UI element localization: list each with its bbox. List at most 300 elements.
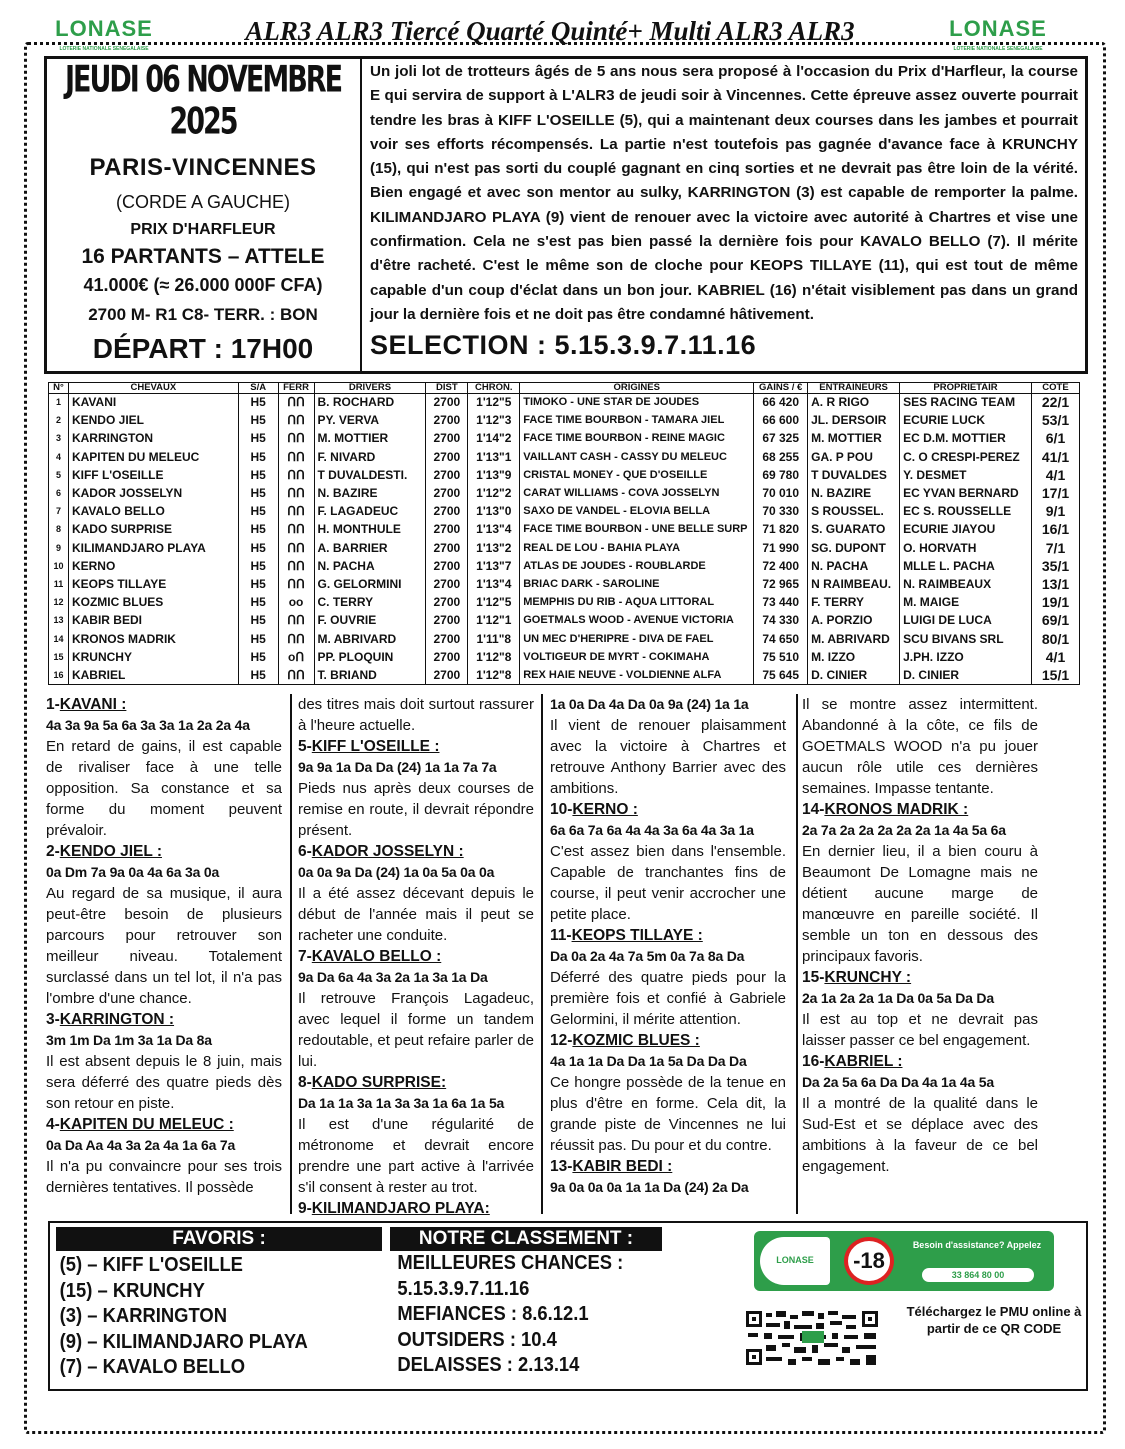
- shoeing: ᑎᑎ: [278, 521, 314, 539]
- responsible-gaming-banner: [754, 1231, 1054, 1291]
- horse-name: KAVALO BELLO: [68, 503, 238, 521]
- sex-age: H5: [238, 484, 278, 502]
- distance: 2700: [426, 394, 468, 412]
- comment-text: Il retrouve François Lagadeuc, avec lequel il forme un tandem redoutable, et peut refaire parler de lui.: [298, 990, 534, 1070]
- favoris-block: [56, 1227, 382, 1385]
- lonase-responsible-logo: LONASE: [760, 1237, 830, 1285]
- classement-line: MEFIANCES : 8.6.12.1: [397, 1303, 589, 1325]
- comment-number: 8-: [298, 1074, 312, 1091]
- shoeing: ᑎᑎ: [278, 630, 314, 648]
- table-row: [49, 521, 1080, 539]
- column-header: PROPRIETAIR: [900, 383, 1032, 394]
- origins: VOLTIGEUR DE MYRT - COKIMAHA: [520, 648, 754, 666]
- column-header: N°: [49, 383, 69, 394]
- qr-code-icon[interactable]: [744, 1309, 880, 1367]
- summary-box: [48, 1221, 1088, 1391]
- runner-number: 4: [49, 448, 69, 466]
- chrono: 1'11"8: [468, 630, 520, 648]
- horse-name: KERNO: [68, 557, 238, 575]
- comment-form-line: 0a Da Aa 4a 3a 2a 4a 1a 6a 7a: [46, 1137, 236, 1153]
- table-body: [49, 394, 1080, 685]
- runner-number: 11: [49, 575, 69, 593]
- driver: T. BRIAND: [314, 666, 426, 684]
- runner-number: 8: [49, 521, 69, 539]
- chrono: 1'12"2: [468, 484, 520, 502]
- column-header: ENTRAINEURS: [808, 383, 900, 394]
- shoeing: ᑎᑎ: [278, 430, 314, 448]
- shoeing: ᑎᑎ: [278, 666, 314, 684]
- help-phone: 33 864 80 00: [922, 1268, 1034, 1282]
- driver: PY. VERVA: [314, 412, 426, 430]
- comment-horse-name: KAPITEN DU MELEUC :: [59, 1116, 234, 1133]
- origins: GOETMALS WOOD - AVENUE VICTORIA: [520, 612, 754, 630]
- chrono: 1'13"2: [468, 539, 520, 557]
- earnings: 67 325: [754, 430, 808, 448]
- driver: M. ABRIVARD: [314, 630, 426, 648]
- column-header: CHRON.: [468, 383, 520, 394]
- odds: 35/1: [1032, 557, 1080, 575]
- race-partants: 16 PARTANTS – ATTELE: [81, 245, 325, 268]
- earnings: 68 255: [754, 448, 808, 466]
- classement-list: [390, 1251, 662, 1379]
- distance: 2700: [426, 575, 468, 593]
- comment-horse-name: KAVALO BELLO :: [311, 948, 442, 965]
- runner-number: 1: [49, 394, 69, 412]
- origins: REAL DE LOU - BAHIA PLAYA: [520, 539, 754, 557]
- table-row: [49, 503, 1080, 521]
- odds: 7/1: [1032, 539, 1080, 557]
- comment-form-line: Da 0a 2a 4a 7a 5m 0a 7a 8a Da: [550, 948, 745, 964]
- origins: CRISTAL MONEY - QUE D'OSEILLE: [520, 466, 754, 484]
- driver: H. MONTHULE: [314, 521, 426, 539]
- sex-age: H5: [238, 466, 278, 484]
- table-row: [49, 666, 1080, 684]
- horse-name: KAVANI: [68, 394, 238, 412]
- table-row: [49, 557, 1080, 575]
- race-distance: 2700 M- R1 C8- TERR. : BON: [88, 305, 318, 324]
- horse-name: KEOPS TILLAYE: [68, 575, 238, 593]
- sex-age: H5: [238, 648, 278, 666]
- origins: FACE TIME BOURBON - TAMARA JIEL: [520, 412, 754, 430]
- race-venue: PARIS-VINCENNES: [89, 154, 317, 181]
- column-header: DRIVERS: [314, 383, 426, 394]
- horse-name: KADOR JOSSELYN: [68, 484, 238, 502]
- table-row: [49, 594, 1080, 612]
- trainer: M. IZZO: [808, 648, 900, 666]
- owner: MLLE L. PACHA: [900, 557, 1032, 575]
- comment-horse-name: KABIR BEDI :: [572, 1158, 673, 1175]
- lonase-logo-left: LONASE LOTERIE NATIONALE SENEGALAISE: [55, 16, 153, 52]
- comment-horse-name: KADOR JOSSELYN :: [311, 843, 464, 860]
- odds: 41/1: [1032, 448, 1080, 466]
- distance: 2700: [426, 539, 468, 557]
- lonase-logo-right: LONASE LOTERIE NATIONALE SENEGALAISE: [949, 16, 1047, 52]
- comment-number: 3-: [46, 1011, 60, 1028]
- comment-text: Déferré des quatre pieds pour la première fois et confié à Gabriele Gelormini, il mérite attention.: [550, 969, 786, 1028]
- earnings: 71 990: [754, 539, 808, 557]
- driver: A. BARRIER: [314, 539, 426, 557]
- table-row: [49, 648, 1080, 666]
- distance: 2700: [426, 430, 468, 448]
- odds: 53/1: [1032, 412, 1080, 430]
- runner-number: 7: [49, 503, 69, 521]
- classement-line: MEILLEURES CHANCES :: [397, 1252, 624, 1274]
- comment-text: Il est au top et ne devrait pas laisser passer ce bel engagement.: [802, 1011, 1038, 1049]
- comment-horse-name: KAVANI :: [59, 696, 127, 713]
- sex-age: H5: [238, 539, 278, 557]
- column-header: CHEVAUX: [68, 383, 238, 394]
- comment-heading: [550, 1030, 786, 1051]
- origins: FACE TIME BOURBON - REINE MAGIC: [520, 430, 754, 448]
- comment-form-line: 0a 0a 9a Da (24) 1a 0a 5a 0a 0a: [298, 864, 495, 880]
- owner: ECURIE LUCK: [900, 412, 1032, 430]
- earnings: 70 330: [754, 503, 808, 521]
- comment-text: Il se montre assez intermittent. Abandonné à la côte, ce fils de GOETMALS WOOD n'a pu jouer aucun rôle utile ces dernières semaines. Impasse tentante.: [802, 696, 1038, 797]
- comment-number: 9-: [298, 1200, 312, 1217]
- comment-horse-name: KRONOS MADRIK :: [824, 801, 969, 818]
- horse-name: KRONOS MADRIK: [68, 630, 238, 648]
- comment-number: 4-: [46, 1116, 60, 1133]
- comment-number: 11-: [550, 927, 572, 944]
- distance: 2700: [426, 612, 468, 630]
- comment-form-line: 0a Dm 7a 9a 0a 4a 6a 3a 0a: [46, 864, 220, 880]
- odds: 16/1: [1032, 521, 1080, 539]
- table-row: [49, 575, 1080, 593]
- comment-number: 12-: [550, 1032, 573, 1049]
- driver: C. TERRY: [314, 594, 426, 612]
- race-details: [46, 58, 362, 372]
- trainer: A. PORZIO: [808, 612, 900, 630]
- column-header: S/A: [238, 383, 278, 394]
- sex-age: H5: [238, 412, 278, 430]
- horse-name: KOZMIC BLUES: [68, 594, 238, 612]
- driver: F. OUVRIE: [314, 612, 426, 630]
- odds: 4/1: [1032, 466, 1080, 484]
- earnings: 73 440: [754, 594, 808, 612]
- distance: 2700: [426, 503, 468, 521]
- driver: M. MOTTIER: [314, 430, 426, 448]
- shoeing: ᑎᑎ: [278, 466, 314, 484]
- odds: 9/1: [1032, 503, 1080, 521]
- table-header: [49, 383, 1080, 394]
- comments-section: [44, 694, 1084, 1217]
- odds: 69/1: [1032, 612, 1080, 630]
- chrono: 1'13"9: [468, 466, 520, 484]
- comment-form-line: 4a 3a 9a 5a 6a 3a 3a 1a 2a 2a 4a: [46, 717, 250, 733]
- sex-age: H5: [238, 575, 278, 593]
- runner-number: 15: [49, 648, 69, 666]
- horse-name: KADO SURPRISE: [68, 521, 238, 539]
- owner: SES RACING TEAM: [900, 394, 1032, 412]
- trainer: M. ABRIVARD: [808, 630, 900, 648]
- origins: FACE TIME BOURBON - UNE BELLE SURP: [520, 521, 754, 539]
- column-header: DIST: [426, 383, 468, 394]
- odds: 4/1: [1032, 648, 1080, 666]
- horse-name: KABIR BEDI: [68, 612, 238, 630]
- owner: EC YVAN BERNARD: [900, 484, 1032, 502]
- sex-age: H5: [238, 521, 278, 539]
- comment-heading: [298, 946, 534, 967]
- distance: 2700: [426, 648, 468, 666]
- comment-heading: [298, 1072, 534, 1093]
- sex-age: H5: [238, 612, 278, 630]
- distance: 2700: [426, 630, 468, 648]
- horse-name: KABRIEL: [68, 666, 238, 684]
- comment-text: des titres mais doit surtout rassurer à l'heure actuelle.: [298, 696, 534, 734]
- sex-age: H5: [238, 630, 278, 648]
- comment-number: 1-: [46, 696, 60, 713]
- shoeing: ᑎᑎ: [278, 503, 314, 521]
- earnings: 74 650: [754, 630, 808, 648]
- comment-form-line: 2a 7a 2a 2a 2a 2a 2a 1a 4a 5a 6a: [802, 822, 1006, 838]
- earnings: 72 965: [754, 575, 808, 593]
- table-row: [49, 430, 1080, 448]
- runner-number: 5: [49, 466, 69, 484]
- comment-form-line: 4a 1a 1a Da Da 1a 5a Da Da Da: [550, 1053, 747, 1069]
- comment-heading: [802, 967, 1038, 988]
- chrono: 1'12"3: [468, 412, 520, 430]
- comment-form-line: 9a 0a 0a 0a 1a 1a Da (24) 2a Da: [550, 1179, 749, 1195]
- distance: 2700: [426, 594, 468, 612]
- table-row: [49, 394, 1080, 412]
- comment-number: 6-: [298, 843, 312, 860]
- sex-age: H5: [238, 594, 278, 612]
- chrono: 1'13"0: [468, 503, 520, 521]
- column-header: FERR: [278, 383, 314, 394]
- comment-number: 5-: [298, 738, 312, 755]
- horse-name: KENDO JIEL: [68, 412, 238, 430]
- runner-number: 9: [49, 539, 69, 557]
- comment-number: 13-: [550, 1158, 573, 1175]
- comment-number: 7-: [298, 948, 312, 965]
- comment-form-line: 2a 1a 2a 2a 1a Da 0a 5a Da Da: [802, 990, 994, 1006]
- earnings: 66 420: [754, 394, 808, 412]
- classement-line: OUTSIDERS : 10.4: [397, 1328, 557, 1351]
- comments-column-3: [550, 694, 786, 1220]
- column-divider: [796, 694, 798, 1214]
- chrono: 1'14"2: [468, 430, 520, 448]
- trainer: SG. DUPONT: [808, 539, 900, 557]
- earnings: 72 400: [754, 557, 808, 575]
- trainer: M. MOTTIER: [808, 430, 900, 448]
- horse-name: KAPITEN DU MELEUC: [68, 448, 238, 466]
- owner: D. CINIER: [900, 666, 1032, 684]
- distance: 2700: [426, 666, 468, 684]
- chrono: 1'13"4: [468, 521, 520, 539]
- comment-horse-name: KRUNCHY :: [824, 969, 912, 986]
- sex-age: H5: [238, 503, 278, 521]
- runner-number: 10: [49, 557, 69, 575]
- comment-form-line: 6a 6a 7a 6a 4a 4a 3a 6a 4a 3a 1a: [550, 822, 754, 838]
- runner-number: 13: [49, 612, 69, 630]
- owner: J.PH. IZZO: [900, 648, 1032, 666]
- earnings: 66 600: [754, 412, 808, 430]
- comment-horse-name: KIFF L'OSEILLE :: [311, 738, 440, 755]
- comments-column-1: [46, 694, 282, 1220]
- owner: C. O CRESPI-PEREZ: [900, 448, 1032, 466]
- earnings: 75 645: [754, 666, 808, 684]
- shoeing: ᑎᑎ: [278, 412, 314, 430]
- comment-number: 16-: [802, 1053, 825, 1070]
- sex-age: H5: [238, 430, 278, 448]
- trainer: T DUVALDES: [808, 466, 900, 484]
- under-18-icon: -18: [844, 1237, 894, 1285]
- table-row: [49, 484, 1080, 502]
- comment-horse-name: KERNO :: [572, 801, 638, 818]
- column-header: COTE: [1032, 383, 1080, 394]
- owner: ECURIE JIAYOU: [900, 521, 1032, 539]
- comment-text: Il vient de renouer plaisamment avec la victoire à Chartres et retrouve Anthony Barrier avec des ambitions.: [550, 717, 786, 797]
- race-prix: PRIX D'HARFLEUR: [130, 221, 276, 238]
- comment-form-line: Da 2a 5a 6a Da Da 4a 1a 4a 5a: [802, 1074, 994, 1090]
- comment-text: Il est d'une régularité de métronome et devrait encore prendre une part active à l'arrivée s'il consent à rester au trot.: [298, 1116, 534, 1196]
- shoeing: ᑎᑎ: [278, 539, 314, 557]
- trainer: S ROUSSEL.: [808, 503, 900, 521]
- distance: 2700: [426, 484, 468, 502]
- earnings: 70 010: [754, 484, 808, 502]
- distance: 2700: [426, 557, 468, 575]
- chrono: 1'12"8: [468, 666, 520, 684]
- chrono: 1'12"1: [468, 612, 520, 630]
- earnings: 69 780: [754, 466, 808, 484]
- chrono: 1'13"7: [468, 557, 520, 575]
- runner-number: 14: [49, 630, 69, 648]
- driver: T DUVALDESTI.: [314, 466, 426, 484]
- driver: F. LAGADEUC: [314, 503, 426, 521]
- comment-heading: [46, 1009, 282, 1030]
- help-text: Besoin d'assistance? Appelez: [912, 1240, 1042, 1250]
- comments-column-2: [298, 694, 534, 1220]
- driver: G. GELORMINI: [314, 575, 426, 593]
- comment-heading: [550, 799, 786, 820]
- comment-heading: [802, 799, 1038, 820]
- race-prize: 41.000€ (≈ 26.000 000F CFA): [83, 275, 323, 295]
- shoeing: ᑎᑎ: [278, 557, 314, 575]
- comment-horse-name: KARRINGTON :: [59, 1011, 175, 1028]
- bet-types-banner: ALR3 ALR3 Tiercé Quarté Quinté+ Multi ALR3 ALR3: [245, 16, 855, 46]
- driver: N. BAZIRE: [314, 484, 426, 502]
- trainer: F. TERRY: [808, 594, 900, 612]
- comment-heading: [46, 841, 282, 862]
- shoeing: ᑎᑎ: [278, 612, 314, 630]
- favori-item: (5) – KIFF L'OSEILLE: [59, 1254, 243, 1276]
- owner: SCU BIVANS SRL: [900, 630, 1032, 648]
- origins: UN MEC D'HERIPRE - DIVA DE FAEL: [520, 630, 754, 648]
- favori-item: (3) – KARRINGTON: [59, 1305, 228, 1327]
- distance: 2700: [426, 521, 468, 539]
- comment-text: Il n'a pu convaincre pour ses trois dernières tentatives. Il possède: [46, 1158, 282, 1196]
- runner-number: 16: [49, 666, 69, 684]
- earnings: 71 820: [754, 521, 808, 539]
- trainer: JL. DERSOIR: [808, 412, 900, 430]
- owner: EC D.M. MOTTIER: [900, 430, 1032, 448]
- comment-form-line: 9a 9a 1a Da Da (24) 1a 1a 7a 7a: [298, 759, 497, 775]
- classement-line: DELAISSES : 2.13.14: [397, 1354, 580, 1376]
- runner-number: 12: [49, 594, 69, 612]
- shoeing: ᑎᑎ: [278, 484, 314, 502]
- origins: TIMOKO - UNE STAR DE JOUDES: [520, 394, 754, 412]
- owner: EC S. ROUSSELLE: [900, 503, 1032, 521]
- comment-text: En dernier lieu, il a bien couru à Beaumont De Lomagne mais ne détient aucune marge de manœuvre en pareille société. Il semble un ton en dessous des principaux favoris.: [802, 843, 1038, 965]
- column-header: ORIGINES: [520, 383, 754, 394]
- runner-number: 2: [49, 412, 69, 430]
- comment-horse-name: KABRIEL :: [824, 1053, 903, 1070]
- favoris-title: FAVORIS :: [56, 1227, 382, 1251]
- owner: O. HORVATH: [900, 539, 1032, 557]
- comment-horse-name: KOZMIC BLUES :: [572, 1032, 700, 1049]
- comment-heading: [298, 841, 534, 862]
- favori-item: (15) – KRUNCHY: [59, 1279, 205, 1302]
- favori-item: (7) – KAVALO BELLO: [59, 1356, 246, 1378]
- comment-horse-name: KEOPS TILLAYE :: [571, 927, 703, 944]
- odds: 22/1: [1032, 394, 1080, 412]
- runner-number: 3: [49, 430, 69, 448]
- race-depart: DÉPART : 17H00: [92, 333, 314, 364]
- classement-title: NOTRE CLASSEMENT :: [390, 1227, 662, 1251]
- runners-table: [48, 382, 1080, 685]
- column-divider: [290, 694, 292, 1214]
- sex-age: H5: [238, 557, 278, 575]
- comment-text: Pieds nus après deux courses de remise en route, il devrait répondre présent.: [298, 780, 534, 839]
- comment-text: Il est absent depuis le 8 juin, mais sera déferré des quatre pieds dès son retour en piste.: [46, 1053, 282, 1112]
- comments-column-4: [802, 694, 1038, 1220]
- trainer: GA. P POU: [808, 448, 900, 466]
- table-row: [49, 539, 1080, 557]
- table-row: [49, 466, 1080, 484]
- odds: 6/1: [1032, 430, 1080, 448]
- column-header: GAINS / €: [754, 383, 808, 394]
- owner: M. MAIGE: [900, 594, 1032, 612]
- table-row: [49, 630, 1080, 648]
- table-row: [49, 412, 1080, 430]
- comment-number: 14-: [802, 801, 825, 818]
- odds: 19/1: [1032, 594, 1080, 612]
- comment-form-line: 9a Da 6a 4a 3a 2a 1a 3a 1a Da: [298, 969, 488, 985]
- trainer: N. BAZIRE: [808, 484, 900, 502]
- owner: Y. DESMET: [900, 466, 1032, 484]
- selection: SELECTION : 5.15.3.9.7.11.16: [370, 330, 757, 360]
- trainer: N. PACHA: [808, 557, 900, 575]
- shoeing: ᑎᑎ: [278, 575, 314, 593]
- classement-line: 5.15.3.9.7.11.16: [397, 1277, 530, 1300]
- origins: VAILLANT CASH - CASSY DU MELEUC: [520, 448, 754, 466]
- origins: CARAT WILLIAMS - COVA JOSSELYN: [520, 484, 754, 502]
- comment-form-line: 1a 0a Da 4a Da 0a 9a (24) 1a 1a: [550, 696, 749, 712]
- table-row: [49, 448, 1080, 466]
- trainer: N RAIMBEAU.: [808, 575, 900, 593]
- distance: 2700: [426, 448, 468, 466]
- download-text: Téléchargez le PMU online à partir de ce QR CODE: [906, 1304, 1082, 1336]
- classement-block: [390, 1227, 662, 1385]
- chrono: 1'12"8: [468, 648, 520, 666]
- origins: ATLAS DE JOUDES - ROUBLARDE: [520, 557, 754, 575]
- odds: 17/1: [1032, 484, 1080, 502]
- comment-heading: [550, 1156, 786, 1177]
- runner-number: 6: [49, 484, 69, 502]
- distance: 2700: [426, 412, 468, 430]
- odds: 15/1: [1032, 666, 1080, 684]
- comment-form-line: 3m 1m Da 1m 3a 1a Da 8a: [46, 1032, 212, 1048]
- origins: SAXO DE VANDEL - ELOVIA BELLA: [520, 503, 754, 521]
- driver: B. ROCHARD: [314, 394, 426, 412]
- owner: LUIGI DE LUCA: [900, 612, 1032, 630]
- owner: N. RAIMBEAUX: [900, 575, 1032, 593]
- comment-heading: [550, 925, 786, 946]
- comment-heading: [298, 1198, 534, 1219]
- driver: N. PACHA: [314, 557, 426, 575]
- favoris-list: [56, 1253, 382, 1381]
- horse-name: KRUNCHY: [68, 648, 238, 666]
